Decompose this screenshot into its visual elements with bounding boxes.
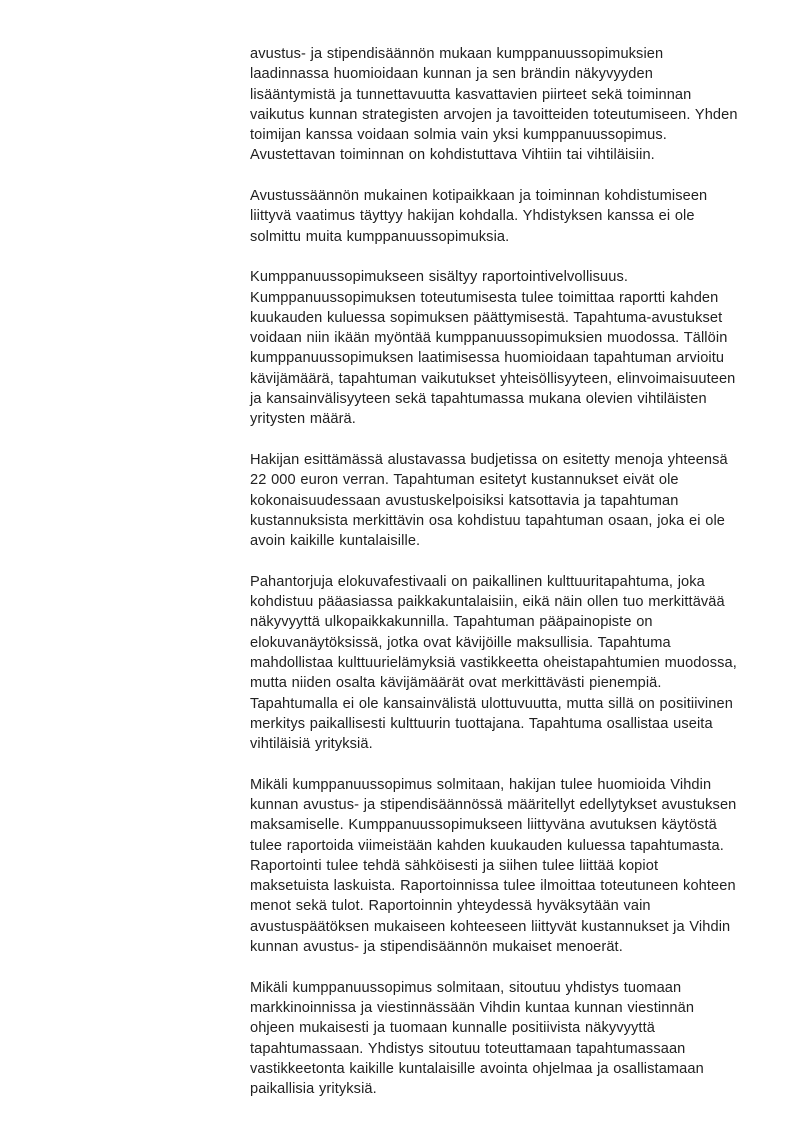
paragraph-7: Mikäli kumppanuussopimus solmitaan, sitoutuu yhdistys tuomaan markkinoinnissa ja viestinnässään Vihdin kuntaa kunnan viestinnän ohjeen mukaisesti ja tuomaan kunnalle positiivista näkyvyyttä tapahtumassaan. Yhdistys sitoutuu toteuttamaan tapahtumassaan vastikkeetonta kaikille kuntalaisille avointa ohjelmaa ja osallistamaan paikallisia yrityksiä. — [250, 979, 704, 1098]
paragraph-4: Hakijan esittämässä alustavassa budjetissa on esitetty menoja yhteensä 22 000 euron verran. Tapahtuman esitetyt kustannukset eivät ole kokonaisuudessaan avustuskelpoisiksi katsottavia ja tapahtuman kustannuksista merkittävin osa kohdistuu tapahtuman osaan, joka ei ole avoin kaikille kuntalaisille. — [250, 451, 728, 550]
paragraph-3: Kumppanuussopimukseen sisältyy raportointivelvollisuus. Kumppanuussopimuksen toteutumisesta tulee toimittaa raportti kahden kuukauden kuluessa sopimuksen päättymisestä. Tapahtuma-avustukset voidaan niin ikään myöntää kumppanuussopimuksien muodossa. Tällöin kumppanuussopimuksen laatimisessa huomioidaan tapahtuman arvioitu kävijämäärä, tapahtuman vaikutukset yhteisöllisyyteen, elinvoimaisuuteen ja kansainvälisyyteen sekä tapahtumassa mukana olevien vihtiläisten yritysten määrä. — [250, 269, 736, 428]
document-text-block — [250, 44, 740, 1099]
paragraph-5: Pahantorjuja elokuvafestivaali on paikallinen kulttuuritapahtuma, joka kohdistuu pääasiassa paikkakuntalaisiin, eikä näin ollen tuo merkittävää näkyvyyttä ulkopaikkakunnilla. Tapahtuman pääpainopiste on elokuvanäytöksissä, jotka ovat kävijöille maksullisia. Tapahtuma mahdollistaa kulttuurielämyksiä vastikkeetta oheistapahtumien muodossa, mutta niiden osalta kävijämäärät ovat merkittävästi pienempiä. Tapahtumalla ei ole kansainvälistä ulottuvuutta, mutta sillä on positiivinen merkitys paikallisesti kulttuurin tuottajana. Tapahtuma osallistaa useita vihtiläisiä yrityksiä. — [250, 573, 737, 753]
paragraph-1: avustus- ja stipendisäännön mukaan kumppanuussopimuksien laadinnassa huomioidaan kunnan ja sen brändin näkyvyyden lisääntymistä ja tunnettavuutta kasvattavien piirteet sekä toiminnan vaikutus kunnan strategisten arvojen ja tavoitteiden toteutumiseen. Yhden toimijan kanssa voidaan solmia vain yksi kumppanuussopimus. Avustettavan toiminnan on kohdistuttava Vihtiin tai vihtiläisiin. — [250, 46, 738, 164]
paragraph-6: Mikäli kumppanuussopimus solmitaan, hakijan tulee huomioida Vihdin kunnan avustus- ja stipendisäännössä määritellyt edellytykset avustuksen maksamiselle. Kumppanuussopimukseen liittyväna avutuksen käytöstä tulee raportoida viimeistään kahden kuukauden kuluessa tapahtumasta. Raportointi tulee tehdä sähköisesti ja siihen tulee liittää kopiot maksetuista laskuista. Raportoinnissa tulee ilmoittaa toteutuneen kohteen menot sekä tulot. Raportoinnin yhteydessä hyväksytään vain avustuspäätöksen mukaiseen kohteeseen liittyvät kustannukset ja Vihdin kunnan avustus- ja stipendisäännön mukaiset menoerät. — [250, 776, 737, 956]
paragraph-2: Avustussäännön mukainen kotipaikkaan ja toiminnan kohdistumiseen liittyvä vaatimus täyttyy hakijan kohdalla. Yhdistyksen kanssa ei ole solmittu muita kumppanuussopimuksia. — [250, 188, 708, 245]
